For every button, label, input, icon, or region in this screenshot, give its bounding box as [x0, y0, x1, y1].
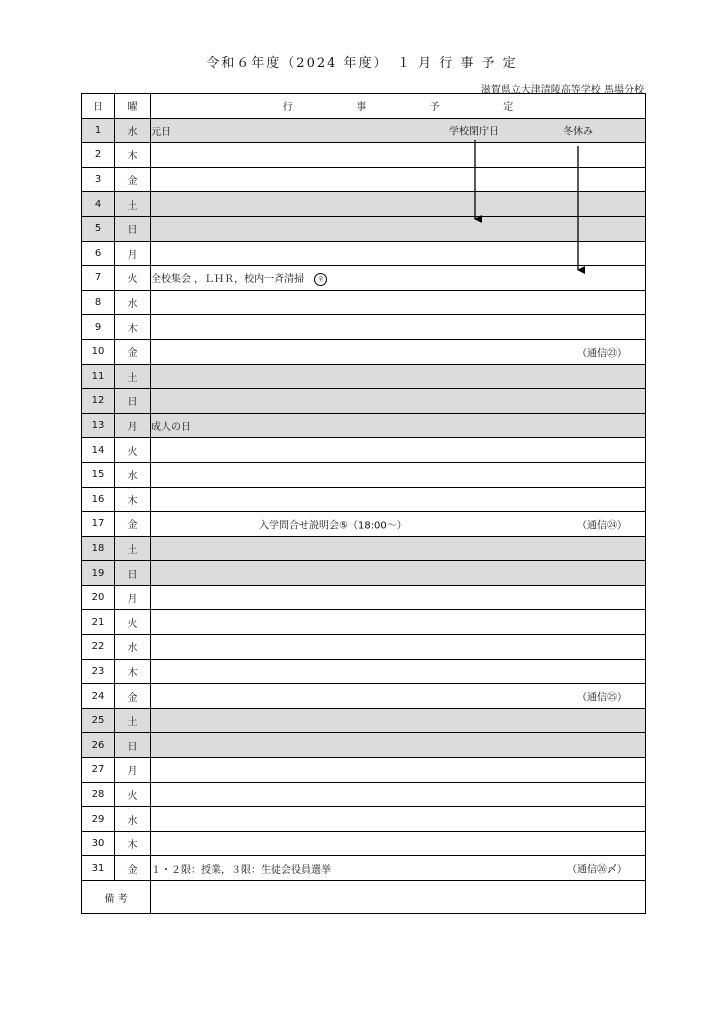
day-row — [82, 118, 646, 143]
day-number: 24 — [82, 684, 115, 709]
day-events — [151, 733, 646, 758]
day-number: 12 — [82, 389, 115, 414]
day-of-week: 土 — [115, 364, 151, 389]
day-number: 9 — [82, 315, 115, 340]
day-of-week: 日 — [115, 561, 151, 586]
day-number: 15 — [82, 462, 115, 487]
day-of-week: 木 — [115, 487, 151, 512]
day-of-week: 火 — [115, 610, 151, 635]
day-events — [151, 610, 646, 635]
day-events — [151, 143, 646, 168]
day-of-week: 月 — [115, 758, 151, 783]
day-of-week: 日 — [115, 733, 151, 758]
header-dow: 曜 — [115, 94, 151, 119]
page-title: 令和６年度（2024 年度） １ 月 行 事 予 定 — [206, 56, 518, 71]
day-row — [82, 216, 646, 241]
day-events — [151, 807, 646, 832]
day-row — [82, 487, 646, 512]
day-number: 14 — [82, 438, 115, 463]
day-events — [151, 413, 646, 438]
day-events — [151, 266, 646, 291]
day-number: 17 — [82, 512, 115, 537]
day-number: 21 — [82, 610, 115, 635]
day-row — [82, 782, 646, 807]
day-events — [151, 192, 646, 217]
day-row — [82, 389, 646, 414]
day-of-week: 金 — [115, 167, 151, 192]
day-number: 28 — [82, 782, 115, 807]
day-number: 27 — [82, 758, 115, 783]
day-number: 6 — [82, 241, 115, 266]
event-text: 入学問合せ説明会⑤（18:00～） — [259, 520, 407, 532]
day-of-week: 水 — [115, 462, 151, 487]
day-of-week: 金 — [115, 512, 151, 537]
day-row — [82, 585, 646, 610]
day-row — [82, 167, 646, 192]
day-events — [151, 462, 646, 487]
day-row — [82, 807, 646, 832]
day-row — [82, 192, 646, 217]
day-of-week: 水 — [115, 118, 151, 143]
day-of-week: 月 — [115, 585, 151, 610]
day-number: 2 — [82, 143, 115, 168]
day-row — [82, 462, 646, 487]
day-row — [82, 143, 646, 168]
day-events — [151, 585, 646, 610]
day-events — [151, 487, 646, 512]
day-of-week: 金 — [115, 684, 151, 709]
day-number: 22 — [82, 635, 115, 660]
correspondence-note: （通信㉕） — [577, 692, 627, 704]
day-number: 29 — [82, 807, 115, 832]
school-closure-label: 学校閉庁日 — [449, 126, 499, 138]
day-row — [82, 438, 646, 463]
day-number: 19 — [82, 561, 115, 586]
day-number: 1 — [82, 118, 115, 143]
day-of-week: 月 — [115, 413, 151, 438]
day-events — [151, 315, 646, 340]
day-row — [82, 831, 646, 856]
day-of-week: 土 — [115, 536, 151, 561]
day-events — [151, 241, 646, 266]
day-number: 18 — [82, 536, 115, 561]
day-number: 20 — [82, 585, 115, 610]
day-number: 13 — [82, 413, 115, 438]
day-of-week: 日 — [115, 389, 151, 414]
correspondence-note: （通信㉔） — [577, 520, 627, 532]
day-events — [151, 438, 646, 463]
day-number: 10 — [82, 339, 115, 364]
day-row — [82, 684, 646, 709]
day-row — [82, 266, 646, 291]
day-events — [151, 216, 646, 241]
day-row — [82, 290, 646, 315]
day-row — [82, 512, 646, 537]
day-of-week: 木 — [115, 143, 151, 168]
day-row — [82, 413, 646, 438]
schedule-table — [81, 93, 646, 914]
day-events — [151, 118, 646, 143]
correspondence-note: （通信㉖〆） — [567, 864, 627, 876]
header-row — [82, 94, 646, 119]
remarks-row — [82, 881, 646, 914]
day-row — [82, 241, 646, 266]
day-events — [151, 389, 646, 414]
day-number: 5 — [82, 216, 115, 241]
winter-break-label: 冬休み — [563, 126, 593, 138]
day-of-week: 木 — [115, 315, 151, 340]
remarks-value — [151, 881, 646, 914]
day-row — [82, 315, 646, 340]
day-number: 25 — [82, 708, 115, 733]
day-events — [151, 364, 646, 389]
header-events-char: 事 — [356, 102, 367, 114]
event-text: １・２限：授業，３限：生徒会役員選挙 — [151, 864, 331, 876]
day-of-week: 土 — [115, 708, 151, 733]
day-row — [82, 610, 646, 635]
day-of-week: 火 — [115, 266, 151, 291]
day-of-week: 木 — [115, 831, 151, 856]
school-name: 滋賀県立大津清陵高等学校 馬場分校 — [480, 85, 644, 96]
header-events-char: 予 — [429, 102, 440, 114]
day-of-week: 水 — [115, 635, 151, 660]
day-number: 11 — [82, 364, 115, 389]
day-of-week: 木 — [115, 659, 151, 684]
day-of-week: 水 — [115, 290, 151, 315]
day-of-week: 金 — [115, 339, 151, 364]
day-number: 8 — [82, 290, 115, 315]
day-of-week: 水 — [115, 807, 151, 832]
day-of-week: 日 — [115, 216, 151, 241]
header-day: 日 — [82, 94, 115, 119]
day-number: 31 — [82, 856, 115, 881]
event-text: 全校集会 ，ＬＨＲ，校内一斉清掃 — [151, 274, 305, 286]
day-events — [151, 758, 646, 783]
day-events — [151, 831, 646, 856]
correspondence-note: （通信㉓） — [577, 348, 627, 360]
day-row — [82, 856, 646, 881]
day-events — [151, 561, 646, 586]
day-number: 26 — [82, 733, 115, 758]
day-of-week: 土 — [115, 192, 151, 217]
day-number: 4 — [82, 192, 115, 217]
day-of-week: 火 — [115, 782, 151, 807]
day-number: 23 — [82, 659, 115, 684]
event-text: 成人の日 — [151, 422, 191, 434]
day-of-week: 月 — [115, 241, 151, 266]
day-number: 3 — [82, 167, 115, 192]
day-row — [82, 733, 646, 758]
day-events — [151, 659, 646, 684]
day-events — [151, 856, 646, 881]
day-of-week: 金 — [115, 856, 151, 881]
header-events-char: 行 — [282, 102, 293, 114]
day-number: 30 — [82, 831, 115, 856]
day-events — [151, 635, 646, 660]
day-row — [82, 659, 646, 684]
header-events-char: 定 — [503, 102, 514, 114]
day-of-week: 火 — [115, 438, 151, 463]
day-row — [82, 536, 646, 561]
all-school-badge: 全 — [314, 273, 327, 286]
day-row — [82, 364, 646, 389]
day-number: 16 — [82, 487, 115, 512]
day-row — [82, 339, 646, 364]
day-events — [151, 339, 646, 364]
day-row — [82, 758, 646, 783]
day-row — [82, 635, 646, 660]
day-events — [151, 536, 646, 561]
day-row — [82, 561, 646, 586]
day-events — [151, 708, 646, 733]
day-events — [151, 290, 646, 315]
day-events — [151, 512, 646, 537]
day-number: 7 — [82, 266, 115, 291]
remarks-label: 備 考 — [82, 881, 151, 914]
day-events — [151, 782, 646, 807]
day-row — [82, 708, 646, 733]
day-events — [151, 684, 646, 709]
day-events — [151, 167, 646, 192]
header-events — [151, 94, 646, 119]
event-text: 元日 — [151, 126, 171, 138]
